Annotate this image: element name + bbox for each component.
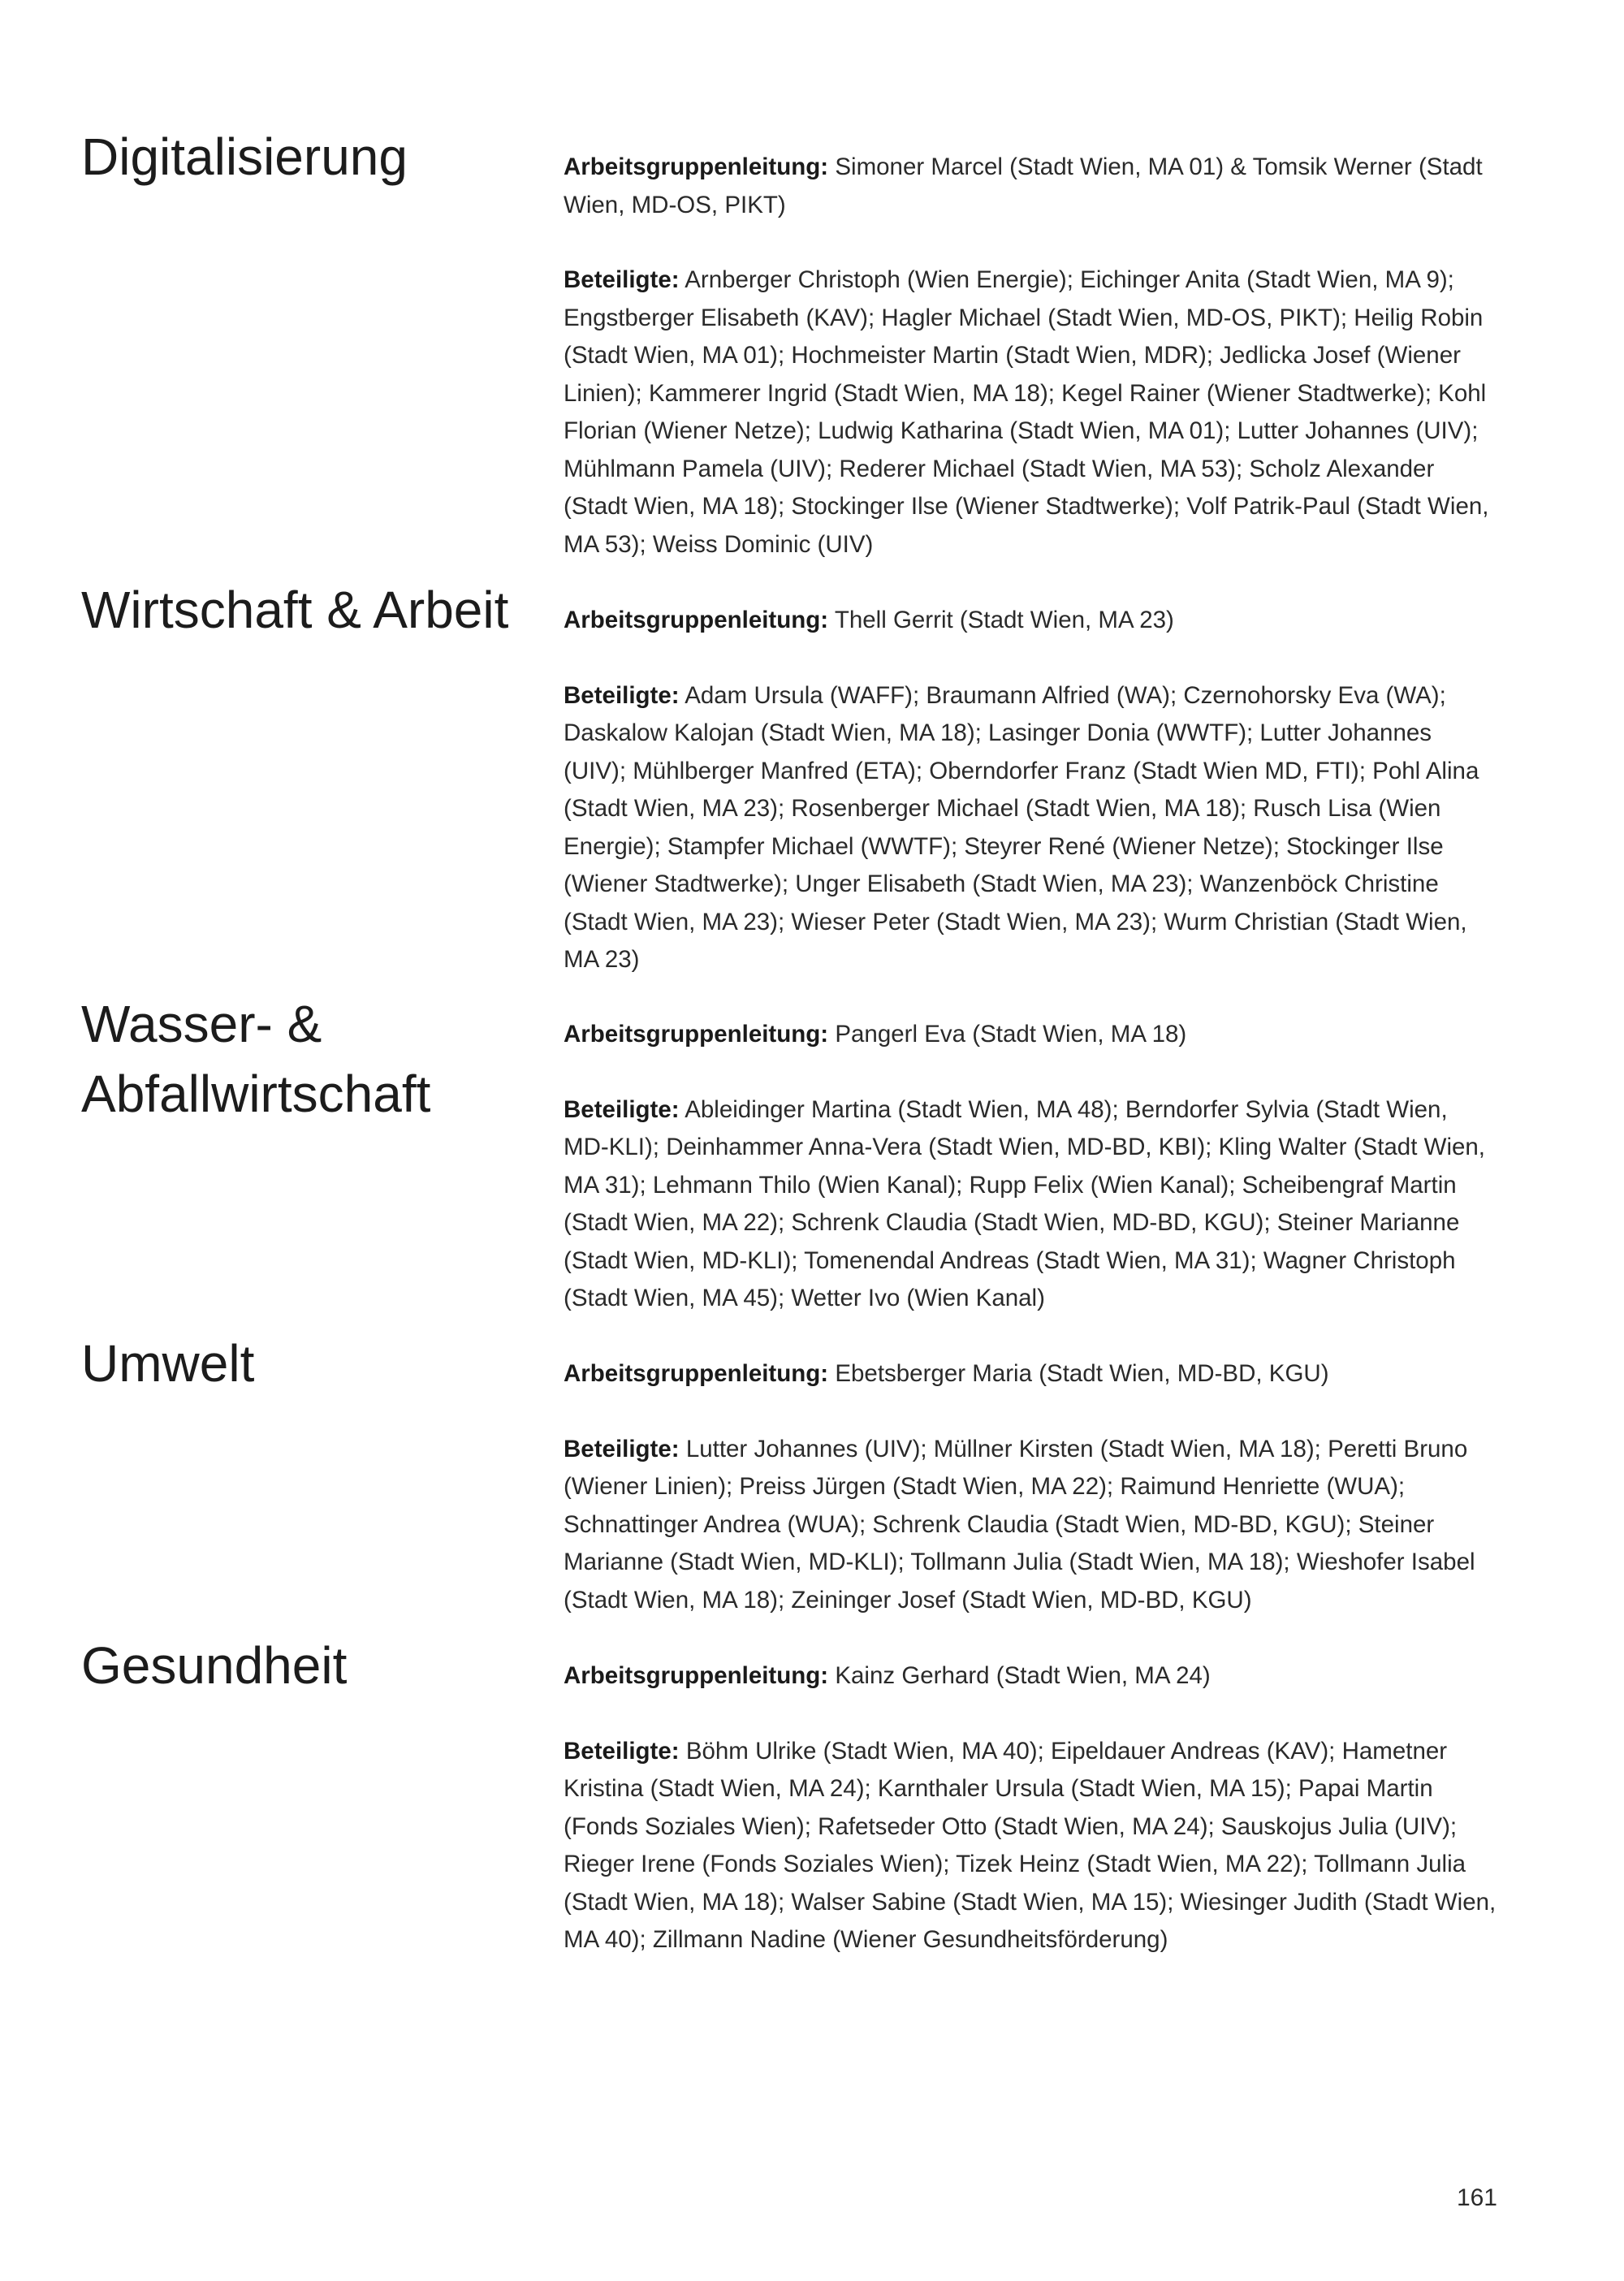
members-paragraph [564,1091,1497,1318]
members-label: Beteiligte: [564,1435,680,1462]
members-paragraph [564,261,1497,564]
members-text: Arnberger Christoph (Wien Energie); Eichinger Anita (Stadt Wien, MA 9); Engstberger Elisabeth (KAV); Hagler Michael (Stadt Wien, MD-OS, PIKT); Heilig Robin (Stadt Wien, MA 01); Hochmeister Martin (Stadt Wien, MDR); Jedlicka Josef (Wiener Linien); Kammerer Ingrid (Stadt Wien, MA 18); Kegel Rainer (Wiener Stadtwerke); Kohl Florian (Wiener Netze); Ludwig Katharina (Stadt Wien, MA 01); Lutter Johannes (UIV); Mühlmann Pamela (UIV); Rederer Michael (Stadt Wien, MA 53); Scholz Alexander (Stadt Wien, MA 18); Stockinger Ilse (Wiener Stadtwerke); Volf Patrik-Paul (Stadt Wien, MA 53); Weiss Dominic (UIV) [564,266,1489,558]
section-content [564,1355,1497,1619]
section-content [564,149,1497,564]
lead-paragraph [564,602,1497,640]
lead-text: Ebetsberger Maria (Stadt Wien, MD-BD, KGU) [835,1360,1329,1387]
lead-text: Thell Gerrit (Stadt Wien, MA 23) [834,607,1174,633]
members-text: Lutter Johannes (UIV); Müllner Kirsten (Stadt Wien, MA 18); Peretti Bruno (Wiener Linien); Preiss Jürgen (Stadt Wien, MA 22); Raimund Henriette (WUA); Schnattinger Andrea (WUA); Schrenk Claudia (Stadt Wien, MD-BD, KGU); Steiner Marianne (Stadt Wien, MD-KLI); Tollmann Julia (Stadt Wien, MA 18); Wieshofer Isabel (Stadt Wien, MA 18); Zeininger Josef (Stadt Wien, MD-BD, KGU) [564,1435,1475,1614]
section-content [564,1016,1497,1318]
page-number: 161 [1456,2184,1497,2211]
section-title: Wasser- & Abfallwirtschaft [81,995,431,1123]
lead-text: Kainz Gerhard (Stadt Wien, MA 24) [835,1662,1211,1689]
lead-label: Arbeitsgruppenleitung: [564,607,829,633]
lead-paragraph [564,1657,1497,1696]
members-text: Ableidinger Martina (Stadt Wien, MA 48); Berndorfer Sylvia (Stadt Wien, MD-KLI); Deinhammer Anna-Vera (Stadt Wien, MD-BD, KBI); Kling Walter (Stadt Wien, MA 31); Lehmann Thilo (Wien Kanal); Rupp Felix (Wien Kanal); Scheibengraf Martin (Stadt Wien, MA 22); Schrenk Claudia (Stadt Wien, MD-BD, KGU); Steiner Marianne (Stadt Wien, MD-KLI); Tomenendal Andreas (Stadt Wien, MA 31); Wagner Christoph (Stadt Wien, MA 45); Wetter Ivo (Wien Kanal) [564,1095,1486,1311]
lead-label: Arbeitsgruppenleitung: [564,1662,829,1689]
section-title: Umwelt [81,1334,255,1393]
members-text: Adam Ursula (WAFF); Braumann Alfried (WA); Czernohorsky Eva (WA); Daskalow Kalojan (Stadt Wien, MA 18); Lasinger Donia (WWTF); Lutter Johannes (UIV); Mühlberger Manfred (ETA); Oberndorfer Franz (Stadt Wien MD, FTI); Pohl Alina (Stadt Wien, MA 23); Rosenberger Michael (Stadt Wien, MA 18); Rusch Lisa (Wien Energie); Stampfer Michael (WWTF); Steyrer René (Wiener Netze); Stockinger Ilse (Wiener Stadtwerke); Unger Elisabeth (Stadt Wien, MA 23); Wanzenböck Christine (Stadt Wien, MA 23); Wieser Peter (Stadt Wien, MA 23); Wurm Christian (Stadt Wien, MA 23) [564,681,1479,973]
members-paragraph [564,1431,1497,1620]
lead-text: Simoner Marcel (Stadt Wien, MA 01) & Tomsik Werner (Stadt Wien, MD-OS, PIKT) [564,153,1483,218]
members-paragraph [564,677,1497,979]
lead-text: Pangerl Eva (Stadt Wien, MA 18) [835,1021,1187,1048]
lead-label: Arbeitsgruppenleitung: [564,1021,829,1048]
lead-label: Arbeitsgruppenleitung: [564,153,829,180]
members-label: Beteiligte: [564,1737,680,1765]
members-label: Beteiligte: [564,266,680,293]
section-content [564,602,1497,979]
members-paragraph [564,1733,1497,1959]
members-text: Böhm Ulrike (Stadt Wien, MA 40); Eipeldauer Andreas (KAV); Hametner Kristina (Stadt Wien, MA 24); Karnthaler Ursula (Stadt Wien, MA 15); Papai Martin (Fonds Soziales Wien); Rafetseder Otto (Stadt Wien, MA 24); Sauskojus Julia (UIV); Rieger Irene (Fonds Soziales Wien); Tizek Heinz (Stadt Wien, MA 22); Tollmann Julia (Stadt Wien, MA 18); Walser Sabine (Stadt Wien, MA 15); Wiesinger Judith (Stadt Wien, MA 40); Zillmann Nadine (Wiener Gesundheitsförderung) [564,1737,1497,1953]
lead-paragraph [564,1016,1497,1054]
lead-paragraph [564,1355,1497,1393]
section-title: Gesundheit [81,1636,348,1695]
section-content [564,1657,1497,1959]
lead-label: Arbeitsgruppenleitung: [564,1360,829,1387]
lead-paragraph [564,149,1497,224]
members-label: Beteiligte: [564,681,680,709]
members-label: Beteiligte: [564,1095,680,1123]
section-title: Digitalisierung [81,127,408,186]
section-title: Wirtschaft & Arbeit [81,581,509,639]
